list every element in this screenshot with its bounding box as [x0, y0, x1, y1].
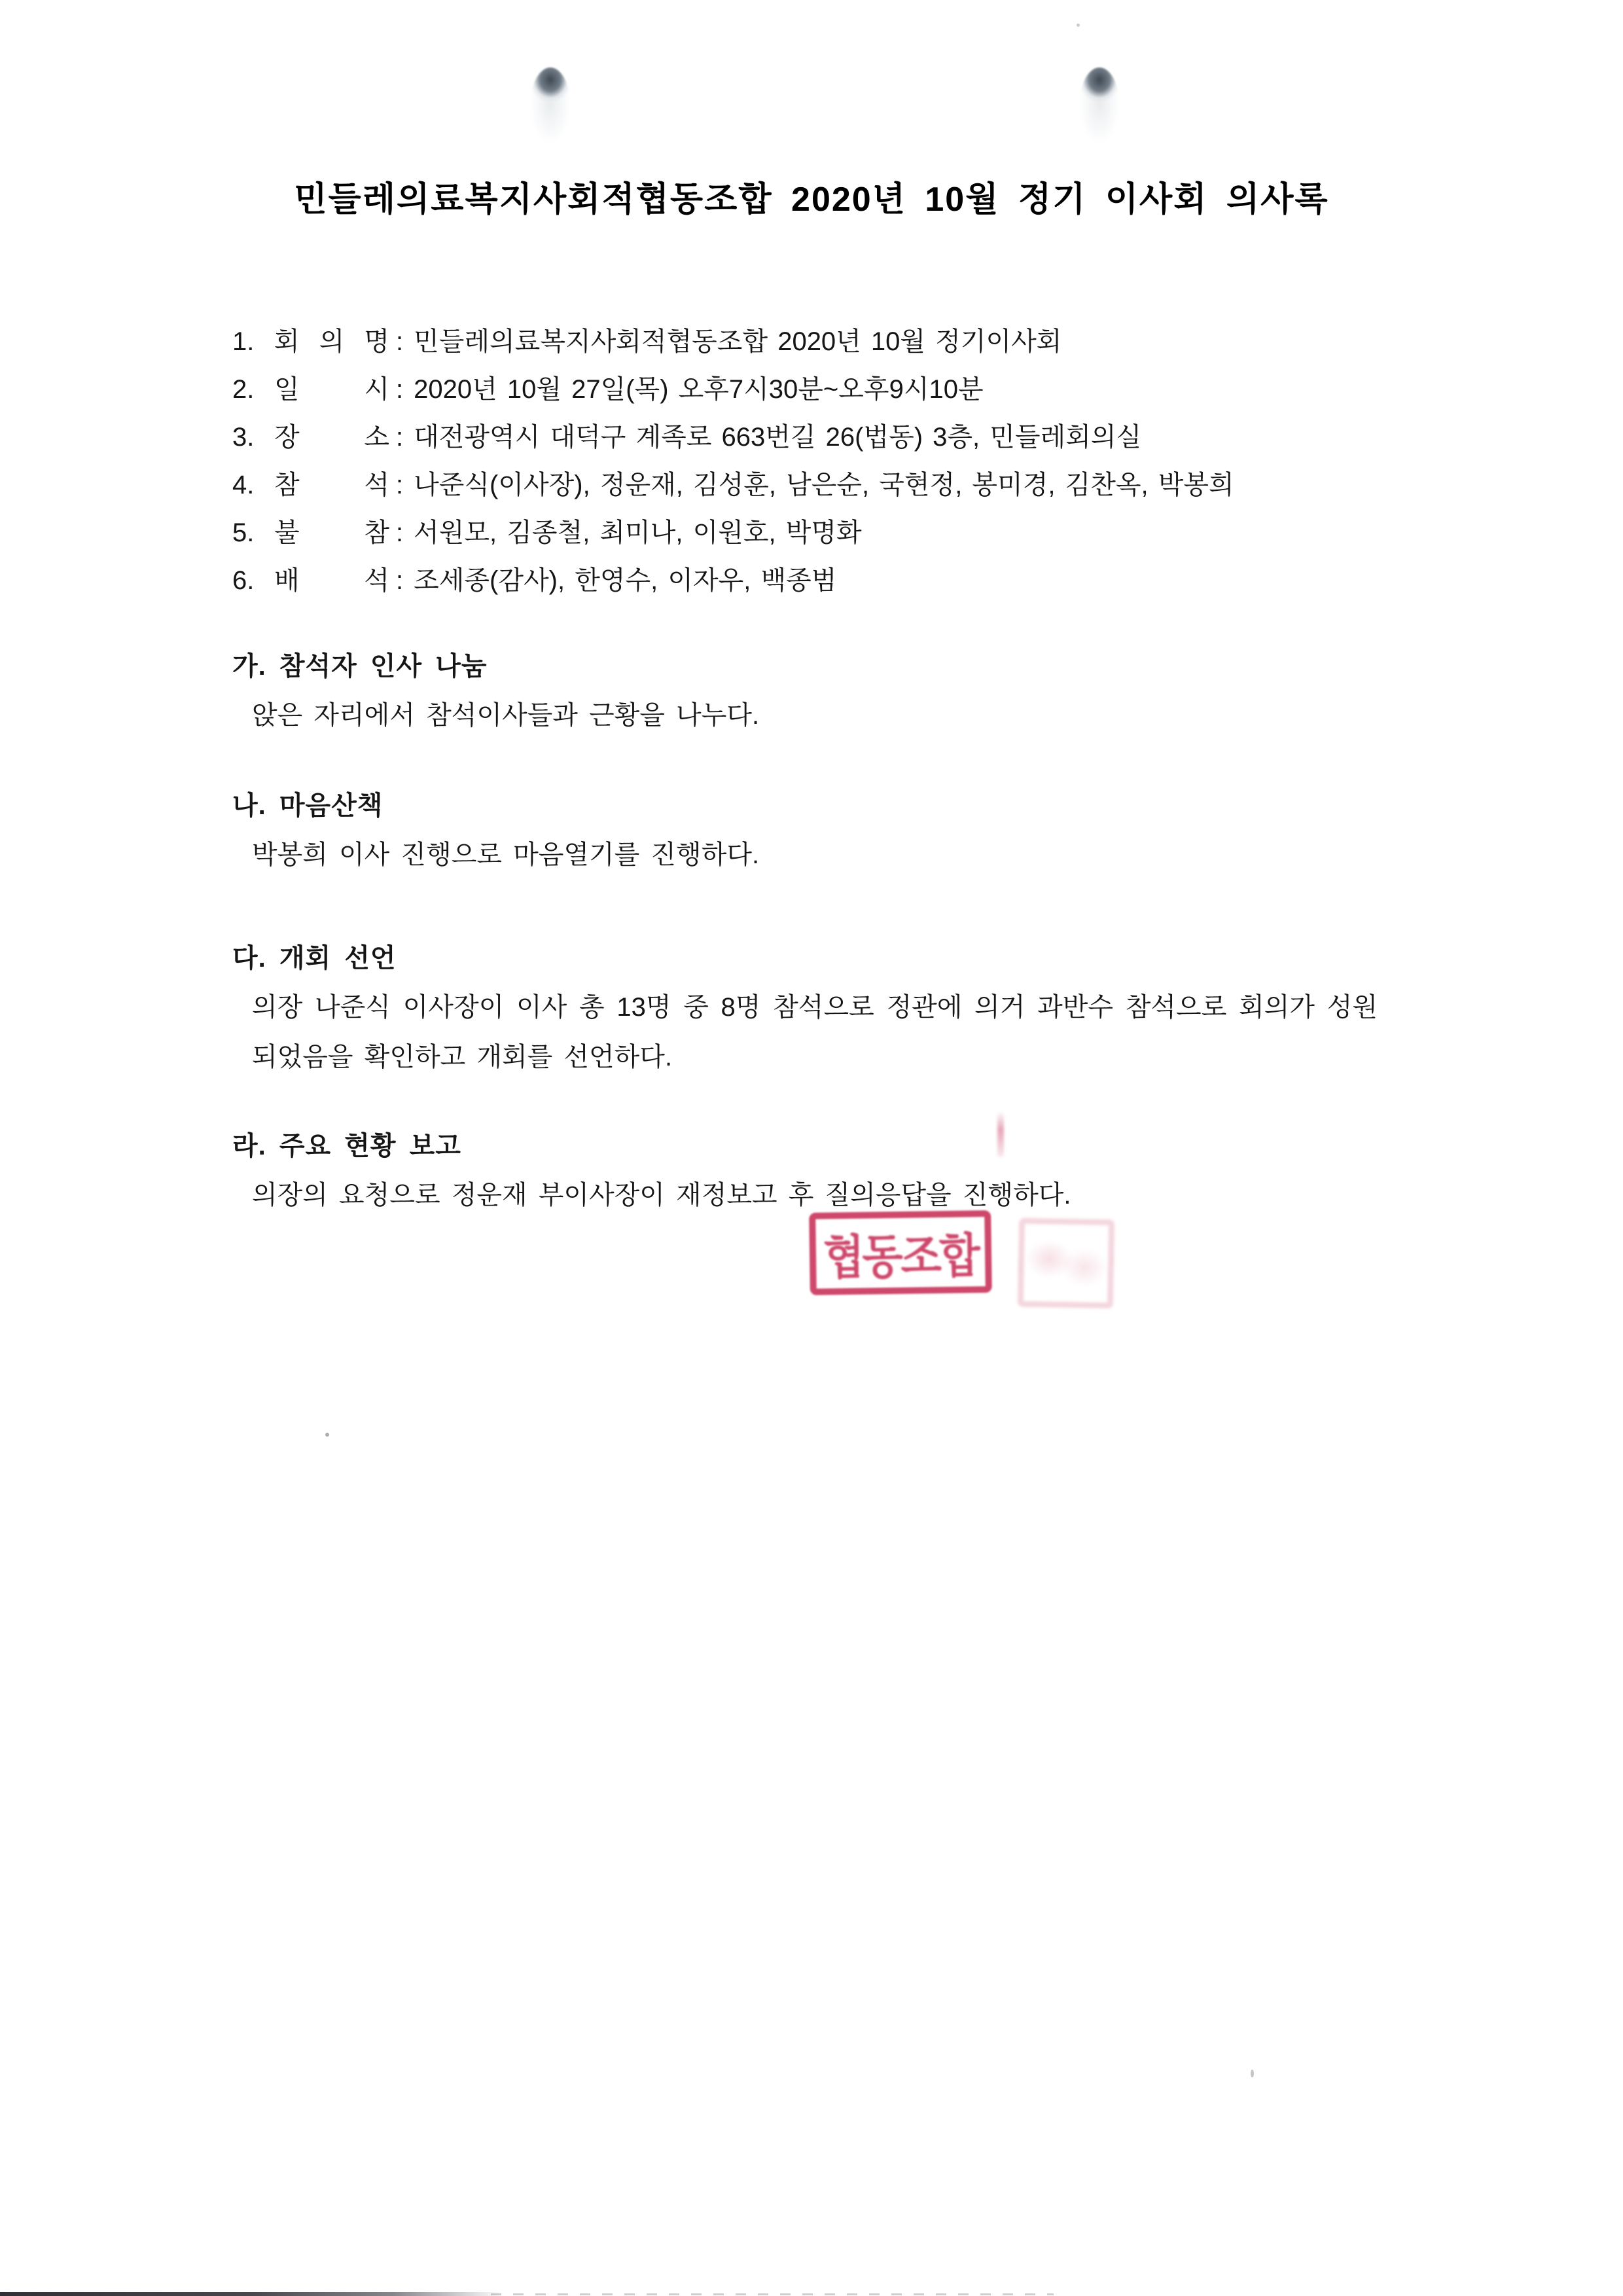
meta-label: 불 참 — [274, 518, 389, 547]
section-body-line: 앉은 자리에서 참석이사들과 근황을 나누다. — [252, 701, 760, 730]
meta-label: 일 시 — [274, 375, 389, 404]
meta-row — [232, 557, 1384, 605]
meta-row — [232, 509, 1384, 557]
meta-colon: : — [396, 327, 404, 356]
meta-value: 나준식(이사장), 정운재, 김성훈, 남은순, 국현정, 봉미경, 김찬옥, 박봉희 — [414, 471, 1234, 499]
meta-row — [232, 318, 1384, 366]
scan-speck — [325, 1433, 329, 1437]
meta-colon: : — [396, 423, 404, 452]
meta-colon: : — [396, 566, 404, 595]
minutes-section — [232, 782, 1384, 880]
meta-number: 6. — [232, 566, 255, 595]
meta-number: 2. — [232, 375, 255, 404]
meta-label: 회 의 명 — [274, 327, 389, 356]
section-heading: 라. 주요 현황 보고 — [232, 1132, 461, 1160]
red-seal-stamp-ghost-impression — [1018, 1218, 1115, 1309]
document-body — [0, 318, 1623, 1220]
minutes-section — [232, 935, 1384, 1082]
section-body-line: 의장의 요청으로 정운재 부이사장이 재정보고 후 질의응답을 진행하다. — [252, 1181, 1071, 1210]
scan-speck — [1077, 24, 1080, 27]
section-body-line: 박봉희 이사 진행으로 마음열기를 진행하다. — [252, 840, 760, 869]
meta-number: 4. — [232, 471, 255, 499]
meta-value: 2020년 10월 27일(목) 오후7시30분~오후9시10분 — [414, 375, 984, 404]
meta-value: 서원모, 김종철, 최미나, 이원호, 박명화 — [414, 518, 862, 547]
red-seal-stamp-text: 협동조합 — [823, 1230, 978, 1285]
scan-speck — [1251, 2070, 1254, 2077]
document-title: 민들레의료복지사회적협동조합 2020년 10월 정기 이사회 의사록 — [294, 181, 1329, 219]
punch-hole-right-icon — [1079, 67, 1120, 145]
meta-label: 배 석 — [274, 566, 389, 595]
meeting-meta-list — [232, 318, 1384, 605]
meta-number: 3. — [232, 423, 255, 452]
meta-value: 조세종(감사), 한영수, 이자우, 백종범 — [414, 566, 837, 595]
section-heading: 다. 개회 선언 — [232, 944, 397, 973]
meta-label: 장 소 — [274, 423, 389, 452]
minutes-section — [232, 643, 1384, 740]
punch-hole-left-icon — [530, 67, 571, 145]
meta-colon: : — [396, 471, 404, 499]
scanner-edge-artifact — [0, 2292, 504, 2296]
red-seal-stamp — [809, 1210, 992, 1295]
section-body-line: 되었음을 확인하고 개회를 선언하다. — [252, 1043, 673, 1071]
scanner-edge-artifact-faint — [491, 2293, 1054, 2295]
meta-colon: : — [396, 518, 404, 547]
meta-row — [232, 366, 1384, 414]
section-body-line: 의장 나준식 이사장이 이사 총 13명 중 8명 참석으로 정관에 의거 과반수 참석으로 회의가 성원 — [252, 993, 1378, 1022]
section-heading: 가. 참석자 인사 나눔 — [232, 652, 488, 681]
meta-colon: : — [396, 375, 404, 404]
meta-number: 1. — [232, 327, 255, 356]
minutes-section — [232, 1122, 1384, 1220]
meta-row — [232, 414, 1384, 461]
meta-value: 민들레의료복지사회적협동조합 2020년 10월 정기이사회 — [414, 327, 1062, 356]
meta-number: 5. — [232, 518, 255, 547]
minutes-sections — [232, 643, 1384, 1220]
red-ink-smudge — [997, 1111, 1004, 1157]
section-heading: 나. 마음산책 — [232, 791, 383, 820]
meta-label: 참 석 — [274, 471, 389, 499]
meta-row — [232, 461, 1384, 509]
meta-value: 대전광역시 대덕구 계족로 663번길 26(법동) 3층, 민들레회의실 — [414, 423, 1142, 452]
